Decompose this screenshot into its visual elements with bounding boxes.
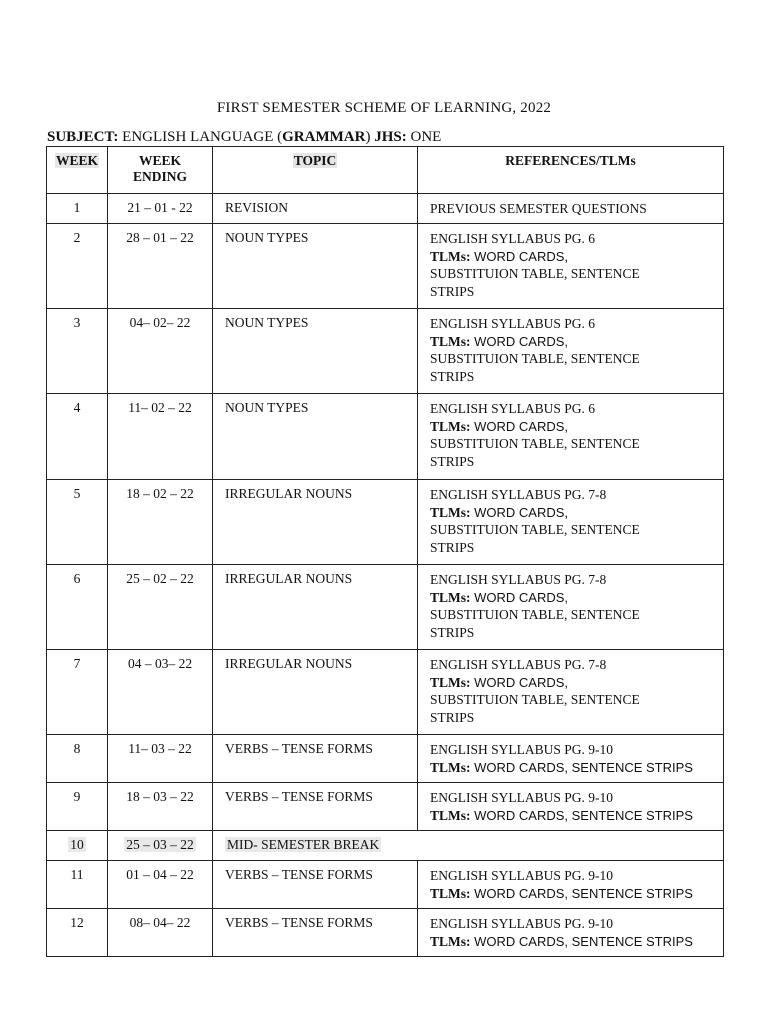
cell-week-ending: 25 – 03 – 22	[108, 831, 213, 861]
tlm-line	[430, 885, 717, 903]
tlm-extra: SUBSTITUION TABLE, SENTENCE STRIPS	[430, 266, 640, 299]
tlm-label: TLMs:	[430, 759, 471, 775]
table-row	[47, 831, 724, 861]
tlm-items: WORD CARDS, SENTENCE STRIPS	[470, 933, 693, 949]
table-row	[47, 735, 724, 783]
cell-week: 5	[47, 480, 108, 565]
tlm-extra: SUBSTITUION TABLE, SENTENCE STRIPS	[430, 522, 640, 555]
cell-week: 2	[47, 224, 108, 309]
tlm-line	[430, 807, 717, 825]
cell-week-ending: 11– 02 – 22	[108, 394, 213, 480]
cell-week-ending: 18 – 03 – 22	[108, 783, 213, 831]
cell-references	[418, 480, 724, 565]
table-row	[47, 565, 724, 650]
reference-text: ENGLISH SYLLABUS PG. 7-8	[430, 487, 607, 502]
cell-week: 3	[47, 309, 108, 394]
cell-week: 1	[47, 194, 108, 224]
tlm-line	[430, 759, 717, 777]
cell-week-ending: 08– 04– 22	[108, 909, 213, 957]
subject-label: SUBJECT:	[47, 129, 119, 145]
cell-topic: MID- SEMESTER BREAK	[213, 831, 724, 861]
tlm-label: TLMs:	[430, 933, 471, 949]
header-week-ending: WEEK ENDING	[108, 147, 213, 194]
tlm-label: TLMs:	[430, 248, 471, 264]
table-row	[47, 394, 724, 480]
scheme-table	[46, 146, 724, 957]
reference-text: ENGLISH SYLLABUS PG. 9-10	[430, 916, 614, 931]
cell-week-ending: 28 – 01 – 22	[108, 224, 213, 309]
tlm-label: TLMs:	[430, 674, 471, 690]
tlm-line	[430, 248, 717, 266]
cell-references	[418, 394, 724, 480]
cell-topic: VERBS – TENSE FORMS	[213, 783, 418, 831]
cell-references	[418, 194, 724, 224]
cell-references	[418, 309, 724, 394]
tlm-label: TLMs:	[430, 504, 471, 520]
class-label: JHS:	[374, 129, 407, 145]
cell-topic: NOUN TYPES	[213, 309, 418, 394]
tlm-label: TLMs:	[430, 807, 471, 823]
table-row	[47, 650, 724, 735]
header-references: REFERENCES/TLMs	[418, 147, 724, 194]
tlm-items: WORD CARDS,	[470, 674, 568, 690]
tlm-items: WORD CARDS,	[470, 333, 568, 349]
tlm-line	[430, 674, 717, 692]
cell-week-ending: 21 – 01 - 22	[108, 194, 213, 224]
tlm-line	[430, 418, 717, 436]
cell-week: 6	[47, 565, 108, 650]
reference-text: ENGLISH SYLLABUS PG. 6	[430, 401, 596, 416]
tlm-items: WORD CARDS,	[470, 589, 568, 605]
reference-text: ENGLISH SYLLABUS PG. 7-8	[430, 657, 607, 672]
cell-week: 11	[47, 861, 108, 909]
cell-references	[418, 565, 724, 650]
tlm-items: WORD CARDS,	[470, 418, 568, 434]
class-value: ONE	[406, 129, 442, 145]
tlm-items: WORD CARDS, SENTENCE STRIPS	[470, 885, 693, 901]
cell-week-ending: 01 – 04 – 22	[108, 861, 213, 909]
cell-references	[418, 224, 724, 309]
tlm-items: WORD CARDS,	[470, 248, 568, 264]
cell-topic: IRREGULAR NOUNS	[213, 565, 418, 650]
subject-line	[47, 129, 441, 146]
tlm-line	[430, 933, 717, 951]
cell-week: 10	[47, 831, 108, 861]
reference-text: ENGLISH SYLLABUS PG. 9-10	[430, 742, 614, 757]
document-title: FIRST SEMESTER SCHEME OF LEARNING, 2022	[216, 100, 552, 116]
reference-text: ENGLISH SYLLABUS PG. 7-8	[430, 572, 607, 587]
cell-week-ending: 25 – 02 – 22	[108, 565, 213, 650]
subject-post: )	[365, 129, 375, 145]
tlm-line	[430, 504, 717, 522]
cell-references	[418, 735, 724, 783]
cell-week-ending: 18 – 02 – 22	[108, 480, 213, 565]
subject-grammar: GRAMMAR	[282, 129, 366, 145]
tlm-extra: SUBSTITUION TABLE, SENTENCE STRIPS	[430, 351, 640, 384]
tlm-line	[430, 589, 717, 607]
cell-week: 7	[47, 650, 108, 735]
table-row	[47, 909, 724, 957]
table-row	[47, 224, 724, 309]
cell-topic: VERBS – TENSE FORMS	[213, 861, 418, 909]
cell-references	[418, 650, 724, 735]
cell-topic: NOUN TYPES	[213, 394, 418, 480]
reference-text: ENGLISH SYLLABUS PG. 9-10	[430, 868, 614, 883]
cell-topic: IRREGULAR NOUNS	[213, 480, 418, 565]
tlm-items: WORD CARDS, SENTENCE STRIPS	[470, 759, 693, 775]
tlm-label: TLMs:	[430, 885, 471, 901]
tlm-label: TLMs:	[430, 418, 471, 434]
table-header-row	[47, 147, 724, 194]
cell-week: 8	[47, 735, 108, 783]
tlm-extra: SUBSTITUION TABLE, SENTENCE STRIPS	[430, 692, 640, 725]
cell-week-ending: 04 – 03– 22	[108, 650, 213, 735]
tlm-items: WORD CARDS,	[470, 504, 568, 520]
table-body	[47, 194, 724, 957]
tlm-extra: SUBSTITUION TABLE, SENTENCE STRIPS	[430, 436, 640, 469]
cell-topic: REVISION	[213, 194, 418, 224]
table-row	[47, 194, 724, 224]
cell-week-ending: 04– 02– 22	[108, 309, 213, 394]
cell-week-ending: 11– 03 – 22	[108, 735, 213, 783]
reference-text: ENGLISH SYLLABUS PG. 9-10	[430, 790, 614, 805]
table-row	[47, 480, 724, 565]
tlm-items: WORD CARDS, SENTENCE STRIPS	[470, 807, 693, 823]
cell-week: 12	[47, 909, 108, 957]
table-row	[47, 861, 724, 909]
tlm-extra: SUBSTITUION TABLE, SENTENCE STRIPS	[430, 607, 640, 640]
subject-pre: ENGLISH LANGUAGE (	[118, 129, 283, 145]
header-topic: TOPIC	[213, 147, 418, 194]
header-week: WEEK	[47, 147, 108, 194]
cell-topic: NOUN TYPES	[213, 224, 418, 309]
reference-text: ENGLISH SYLLABUS PG. 6	[430, 316, 596, 331]
reference-text: ENGLISH SYLLABUS PG. 6	[430, 231, 596, 246]
cell-topic: VERBS – TENSE FORMS	[213, 735, 418, 783]
cell-topic: IRREGULAR NOUNS	[213, 650, 418, 735]
tlm-line	[430, 333, 717, 351]
table-row	[47, 783, 724, 831]
table-row	[47, 309, 724, 394]
cell-references	[418, 861, 724, 909]
cell-week: 4	[47, 394, 108, 480]
cell-topic: VERBS – TENSE FORMS	[213, 909, 418, 957]
cell-references	[418, 909, 724, 957]
tlm-label: TLMs:	[430, 333, 471, 349]
reference-text: PREVIOUS SEMESTER QUESTIONS	[430, 201, 647, 216]
cell-references	[418, 783, 724, 831]
cell-week: 9	[47, 783, 108, 831]
tlm-label: TLMs:	[430, 589, 471, 605]
